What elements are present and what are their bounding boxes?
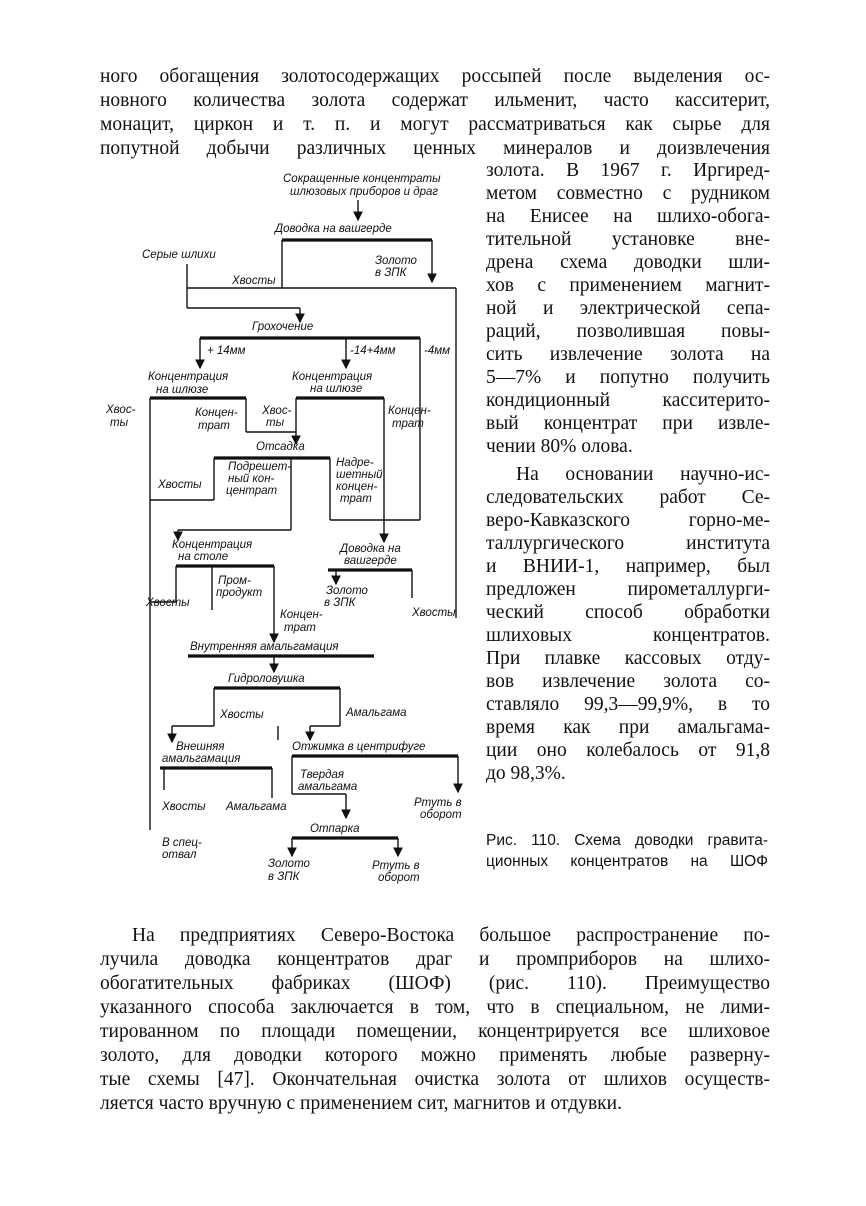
text-line: шлиховых концентратов. xyxy=(486,625,770,646)
label-amalgam: Амальгама xyxy=(226,801,287,813)
label-tails: Хвосты xyxy=(232,275,276,287)
label-gold: Золото xyxy=(375,255,417,267)
label-tails: Хвосты xyxy=(158,479,202,491)
label-concentrate: трат xyxy=(284,622,316,634)
label-gold: в ЗПК xyxy=(324,597,356,609)
text-line: новного количества золота содержат ильменит, часто касситерит, xyxy=(100,90,770,111)
text-line: тированном по площади помещении, концентрируется все шлиховое xyxy=(100,1021,770,1042)
label-vashgerd: Доводка на вашгерде xyxy=(275,223,392,235)
label-evaporation: Отпарка xyxy=(310,823,360,835)
label-outer-amalgamation: Внешняя xyxy=(176,741,225,753)
label-table: на столе xyxy=(178,551,229,563)
caption-line: Рис. 110. Схема доводки гравита- xyxy=(486,832,768,849)
label-sluice: Концентрация xyxy=(148,371,229,383)
text-line: и ВНИИ-1, например, был xyxy=(486,556,770,577)
text-line: ного обогащения золотосодержащих россыпей после выделения ос- xyxy=(100,66,770,87)
label-sluice: на шлюзе xyxy=(156,384,209,396)
text-line: сить извлечение золота на xyxy=(486,344,770,365)
text-line: ляется часто вручную с применением сит, магнитов и отдувки. xyxy=(100,1093,622,1114)
text-line: ческий способ обработки xyxy=(486,602,770,623)
label-mercury: Ртуть в xyxy=(414,797,462,809)
label-undersize: ный кон- xyxy=(228,473,275,485)
text-line: раций, позволившая повы- xyxy=(486,321,770,342)
text-line: тительной установке вне- xyxy=(486,229,770,250)
text-line: попутной добычи различных ценных минералов и доизвлечения xyxy=(100,138,770,159)
label-outer-amalgamation: амальгамация xyxy=(162,753,241,765)
label-grey: Серые шлихи xyxy=(142,249,216,261)
label-concentrate: трат xyxy=(198,420,230,432)
label-sluice: на шлюзе xyxy=(310,383,363,395)
text-line: ции оно колебалось от 91,8 xyxy=(486,740,770,761)
label-concentrate: трат xyxy=(392,418,424,430)
label-fraction: -14+4мм xyxy=(350,345,396,357)
label-special-dump: В спец- xyxy=(162,837,202,849)
text-line: ставляло 99,3—99,9%, в то xyxy=(486,694,770,715)
label-concentrate: Концен- xyxy=(195,407,238,419)
text-line: следовательских работ Се- xyxy=(486,487,770,508)
label-amalgam: Амальгама xyxy=(346,707,407,719)
text-line: вый концентрат при извле- xyxy=(486,413,770,434)
text-line: на Енисее на шлихо-обога- xyxy=(486,206,770,227)
text-line: золото, для доводки которого можно применять любые разверну- xyxy=(100,1045,770,1066)
label-concentrate: Концен- xyxy=(388,405,431,417)
text-line: тые схемы [47]. Окончательная очистка золота от шлихов осуществ- xyxy=(100,1069,770,1090)
label-source: Сокращенные концентраты xyxy=(283,173,441,185)
text-line: золота. В 1967 г. Иргиред- xyxy=(486,160,770,181)
label-oversize: Надре- xyxy=(336,457,374,469)
label-mercury: Ртуть в xyxy=(372,860,420,872)
label-tails: Хвосты xyxy=(162,801,206,813)
label-middlings: продукт xyxy=(216,587,263,599)
label-middlings: Пром- xyxy=(218,575,251,587)
text-line: хов с применением магнит- xyxy=(486,275,770,296)
label-gold: Золото xyxy=(326,585,368,597)
label-oversize: трат xyxy=(340,493,372,505)
text-line: вов извлечение золота со- xyxy=(486,671,770,692)
label-solid-amalgam: Твердая xyxy=(300,769,345,781)
label-gold: Золото xyxy=(268,858,310,870)
caption-line: ционных концентратов на ШОФ xyxy=(486,853,768,870)
label-oversize: шетный xyxy=(336,469,383,481)
text-line: веро-Кавказского горно-ме- xyxy=(486,510,770,531)
label-tails: ты xyxy=(110,417,129,429)
label-mercury: оборот xyxy=(378,872,420,884)
label-gold: в ЗПК xyxy=(375,267,407,279)
label-undersize: центрат xyxy=(226,485,278,497)
label-tails: Хвос- xyxy=(106,404,136,416)
label-hydrotrap: Гидроловушка xyxy=(228,673,305,685)
label-fraction: + 14мм xyxy=(207,345,246,357)
text-line: ной и электрической сепа- xyxy=(486,298,770,319)
text-line: время как при амальгама- xyxy=(486,717,770,738)
text-line: дрена схема доводки шли- xyxy=(486,252,770,273)
label-inner-amalgamation: Внутренняя амальгамация xyxy=(190,641,339,653)
label-jigging: Отсадка xyxy=(256,441,305,453)
text-line: таллургического института xyxy=(486,533,770,554)
label-concentrate: Концен- xyxy=(280,609,323,621)
label-undersize: Подрешет- xyxy=(228,461,292,473)
label-gold: в ЗПК xyxy=(268,871,300,883)
label-vashgerd: вашгерде xyxy=(344,555,397,567)
label-oversize: концен- xyxy=(336,481,378,493)
text-line: чении 80% олова. xyxy=(486,436,633,457)
text-line: указанного способа заключается в том, что в специальном, не лими- xyxy=(100,997,770,1018)
label-special-dump: отвал xyxy=(162,849,197,861)
label-fraction: -4мм xyxy=(424,345,450,357)
label-table: Концентрация xyxy=(172,539,253,551)
label-tails: Хвосты xyxy=(412,607,456,619)
text-line: 5—7% и попутно получить xyxy=(486,367,770,388)
label-tails: ты xyxy=(266,417,285,429)
text-line: кондиционный касситерито- xyxy=(486,390,770,411)
text-line: метом совместно с рудником xyxy=(486,183,770,204)
label-tails: Хвос- xyxy=(262,405,292,417)
label-tails: Хвосты xyxy=(146,597,190,609)
text-line: обогатительных фабриках (ШОФ) (рис. 110). Преимущество xyxy=(100,973,770,994)
text-line: предложен пирометаллурги- xyxy=(486,579,770,600)
label-solid-amalgam: амальгама xyxy=(298,781,358,793)
label-source: шлюзовых приборов и драг xyxy=(290,186,439,198)
label-mercury: оборот xyxy=(420,809,462,821)
text-line: На основании научно-ис- xyxy=(516,464,770,485)
text-line: лучила доводка концентратов драг и промприборов на шлихо- xyxy=(100,949,770,970)
label-centrifuge: Отжимка в центрифуге xyxy=(292,741,426,753)
label-sluice: Концентрация xyxy=(292,371,373,383)
label-tails: Хвосты xyxy=(220,709,264,721)
text-line: до 98,3%. xyxy=(486,763,566,784)
text-line: монацит, циркон и т. п. и могут рассматриваться как сырье для xyxy=(100,114,770,135)
label-vashgerd: Доводка на xyxy=(340,543,401,555)
text-line: При плавке кассовых отду- xyxy=(486,648,770,669)
text-line: На предприятиях Северо-Востока большое распространение по- xyxy=(132,925,770,946)
label-screening: Грохочение xyxy=(252,321,314,333)
